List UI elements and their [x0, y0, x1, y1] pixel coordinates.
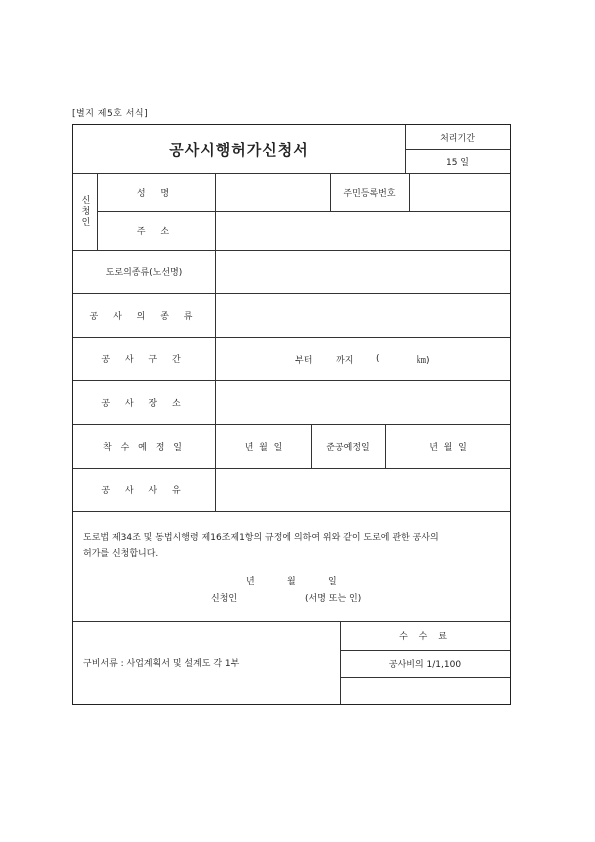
required-documents: 구비서류 : 사업계획서 및 설계도 각 1부 [83, 659, 240, 669]
section-from-text: 부터 [295, 355, 313, 366]
start-date-field[interactable]: 년 월 일 [244, 443, 283, 453]
section-paren-open: ( [376, 354, 380, 364]
sign-date-month: 월 [287, 577, 296, 587]
name-label: 성 명 [136, 188, 176, 199]
road-type-field[interactable] [216, 251, 510, 293]
statement-line-1: 도로법 제34조 및 동법시행령 제16조제1항의 규정에 의하여 위와 같이 도로에 관한 공사의 [83, 533, 439, 543]
fee-value: 공사비의 1/1,100 [388, 660, 462, 670]
completion-date-field[interactable]: 년 월 일 [429, 443, 467, 453]
section-unit-text: ㎞) [417, 355, 430, 366]
processing-period-value: 15 일 [445, 157, 469, 168]
applicant-group-label: 신청인 [79, 195, 90, 228]
work-place-field[interactable] [216, 381, 510, 424]
row-divider [73, 511, 510, 512]
work-type-field[interactable] [216, 294, 510, 337]
work-reason-field[interactable] [216, 469, 510, 511]
application-form [72, 124, 511, 705]
sign-date-year: 년 [246, 577, 255, 587]
form-caption: [별지 제5호 서식] [72, 109, 149, 119]
work-section-field[interactable] [216, 338, 510, 380]
form-title: 공사시행허가신청서 [169, 140, 309, 159]
applicant-sign-label: 신청인 [211, 594, 238, 604]
fee-stamp-field [341, 678, 510, 704]
address-label: 주 소 [136, 227, 176, 237]
sign-date-day: 일 [328, 577, 337, 587]
start-date-label: 착 수 예 정 일 [103, 442, 185, 453]
name-field[interactable] [216, 174, 330, 211]
road-type-label: 도로의종류(노선명) [105, 268, 183, 278]
signature-placeholder[interactable]: (서명 또는 인) [305, 594, 362, 604]
statement-line-2: 허가를 신청합니다. [83, 549, 159, 559]
work-section-label: 공 사 구 간 [101, 355, 187, 365]
work-reason-label: 공 사 사 유 [101, 486, 187, 496]
work-type-label: 공 사 의 종 류 [89, 311, 199, 322]
fee-label: 수 수 료 [399, 632, 451, 642]
resident-number-field[interactable] [410, 174, 510, 211]
section-to-text: 까지 [336, 355, 354, 366]
completion-date-label: 준공예정일 [326, 442, 370, 453]
work-place-label: 공 사 장 소 [101, 398, 187, 409]
resident-number-label: 주민등록번호 [343, 188, 396, 199]
address-field[interactable] [216, 212, 510, 250]
processing-period-label: 처리기간 [440, 133, 475, 144]
